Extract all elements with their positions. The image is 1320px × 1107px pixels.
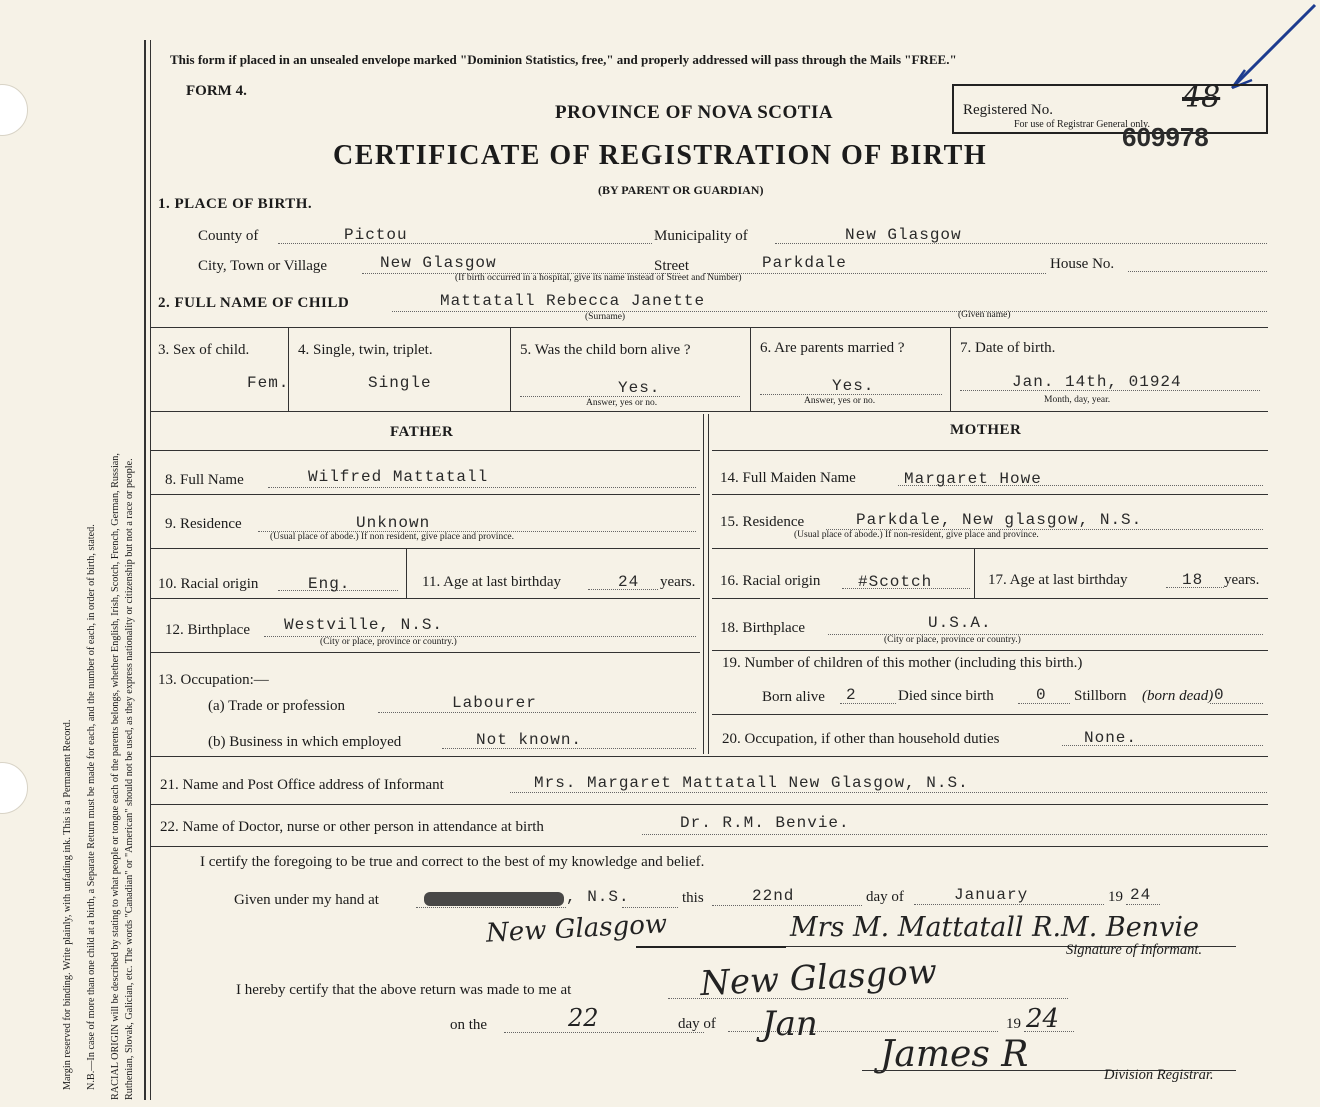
return-day: 22 [568,1004,599,1032]
given-year-prefix: 19 [1108,889,1123,905]
father-trade-label: (a) Trade or profession [208,698,346,714]
father-residence-label: 9. Residence [165,516,242,532]
plurality-label: 4. Single, twin, triplet. [298,342,433,358]
mother-residence-label: 15. Residence [720,514,805,530]
born-alive-count-label: Born alive [762,689,825,705]
child-name-value: Mattatall Rebecca Janette [440,292,706,310]
died-since-birth-value: 0 [1036,686,1047,704]
punch-hole-top [0,84,28,136]
city-label: City, Town or Village [198,258,328,274]
father-heading: FATHER [390,424,454,440]
registered-struck-number: 48 [1182,80,1221,115]
certificate-subtitle: (BY PARENT OR GUARDIAN) [598,183,764,197]
margin-rule-inner [150,40,151,1100]
informant-signature: Mrs M. Mattatall R.M. Benvie [790,912,1199,943]
return-place-handwriting: New Glasgow [699,951,938,1005]
born-alive-count-value: 2 [846,686,857,704]
stillborn-label: Stillborn [1074,688,1127,704]
mail-notice: This form if placed in an unsealed envelope marked "Dominion Statistics, free," and properly addressed will pass through the Mails "FREE." [170,52,957,67]
given-day: 22nd [752,887,795,905]
plurality-value: Single [368,374,432,392]
return-year: 24 [1026,1004,1060,1034]
mother-heading: MOTHER [950,422,1022,438]
hospital-note: (If birth occurred in a hospital, give its name instead of Street and Number) [455,273,742,283]
mother-racial-label: 16. Racial origin [720,573,821,589]
born-alive-note: Answer, yes or no. [586,398,658,408]
street-label: Street [654,258,689,274]
parents-married-value: Yes. [832,377,875,395]
registrar-signature: James R [880,1034,1029,1075]
pen-mark-icon [1210,0,1320,95]
mother-racial-value: #Scotch [858,573,933,591]
child-name-label: 2. FULL NAME OF CHILD [158,295,350,311]
margin-note-1: Margin reserved for binding. Write plainly, with unfading ink. This is a Permanent Record. [62,719,73,1090]
given-this: this [682,890,704,906]
born-alive-value: Yes. [618,379,661,397]
given-under-hand-label: Given under my hand at [234,892,379,908]
margin-note-4: Ruthenian, Slovak, Galician, etc. The words "Canadian" or "American" should not be used, as they express nationality or citizenship but not a race or people. [124,458,135,1100]
born-alive-label: 5. Was the child born alive ? [520,342,691,358]
father-age-label: 11. Age at last birthday [422,574,561,590]
stillborn-value: 0 [1214,686,1225,704]
mother-occupation-label: 20. Occupation, if other than household duties [722,731,1000,747]
mother-birthplace-label: 18. Birthplace [720,620,805,636]
mother-age-value: 18 [1182,571,1204,589]
given-name-note: (Given name) [958,310,1011,320]
given-ns: , N.S. [566,888,630,906]
father-occupation-label: 13. Occupation:— [158,672,269,688]
house-number-label: House No. [1050,256,1115,272]
mother-age-years: years. [1224,572,1260,588]
father-age-years: years. [660,574,696,590]
mother-age-label: 17. Age at last birthday [988,572,1128,588]
father-business-label: (b) Business in which employed [208,734,402,750]
county-label: County of [198,228,259,244]
date-of-birth-value: Jan. 14th, 01924 [1012,373,1182,391]
county-value: Pictou [344,226,408,244]
died-since-birth-label: Died since birth [898,688,994,704]
margin-note-3: RACIAL ORIGIN will be described by stating to what people or tongue each of the parents belongs, whether English, Irish, Scotch, French, German, Russian, [110,453,121,1100]
province-heading: PROVINCE OF NOVA SCOTIA [555,102,834,123]
informant-label: 21. Name and Post Office address of Informant [160,777,444,793]
informant-value: Mrs. Margaret Mattatall New Glasgow, N.S. [534,774,969,792]
mother-residence-value: Parkdale, New glasgow, N.S. [856,511,1143,529]
given-day-of: day of [866,889,904,905]
father-residence-note: (Usual place of abode.) If non resident, give place and province. [270,532,514,542]
mother-name-label: 14. Full Maiden Name [720,470,856,486]
certificate-title: CERTIFICATE OF REGISTRATION OF BIRTH [333,140,988,171]
mother-residence-note: (Usual place of abode.) If non-resident, give place and province. [794,530,1039,540]
sex-value: Fem. [247,374,290,392]
city-value: New Glasgow [380,254,497,272]
father-birthplace-note: (City or place, province or country.) [320,637,457,647]
father-birthplace-label: 12. Birthplace [165,622,250,638]
return-label: I hereby certify that the above return was made to me at [236,982,572,998]
father-racial-value: Eng. [308,575,351,593]
doctor-label: 22. Name of Doctor, nurse or other person in attendance at birth [160,819,544,835]
father-trade-value: Labourer [452,694,537,712]
form-number: FORM 4. [186,83,247,99]
registered-number: 609978 [1122,122,1209,152]
father-name-label: 8. Full Name [165,472,244,488]
doctor-value: Dr. R.M. Benvie. [680,814,850,832]
date-of-birth-note: Month, day, year. [1044,395,1111,405]
mother-birthplace-note: (City or place, province or country.) [884,635,1021,645]
municipality-value: New Glasgow [845,226,962,244]
return-on-the: on the [450,1017,488,1033]
return-year-prefix: 19 [1006,1016,1021,1032]
mother-occupation-value: None. [1084,729,1138,747]
given-month: January [954,886,1029,904]
given-year: 24 [1130,886,1152,904]
place-of-birth-heading: 1. PLACE OF BIRTH. [158,196,313,212]
surname-note: (Surname) [585,312,626,322]
margin-rule [144,40,146,1100]
parents-married-note: Answer, yes or no. [804,396,876,406]
father-age-value: 24 [618,573,640,591]
struck-place-scribble [424,892,564,906]
mother-birthplace-value: U.S.A. [928,614,992,632]
margin-note-2: N.B.—In case of more than one child at a birth, a Separate Return must be made for each, and the number of each, in order of birth, stated. [86,524,97,1090]
punch-hole-bottom [0,762,28,814]
father-birthplace-value: Westville, N.S. [284,616,444,634]
registered-number-box [952,80,1268,134]
mother-name-value: Margaret Howe [904,470,1042,488]
father-residence-value: Unknown [356,514,431,532]
parents-married-label: 6. Are parents married ? [760,340,905,356]
father-business-value: Not known. [476,731,583,749]
father-name-value: Wilfred Mattatall [308,468,489,486]
return-day-of: day of [678,1016,716,1032]
return-month: Jan [762,1004,818,1044]
municipality-label: Municipality of [654,228,748,244]
place-handwriting: New Glasgow [485,909,668,949]
date-of-birth-label: 7. Date of birth. [960,340,1056,356]
informant-signature-caption: Signature of Informant. [1066,942,1203,958]
certification-statement: I certify the foregoing to be true and correct to the best of my knowledge and belief. [200,854,705,870]
sex-label: 3. Sex of child. [158,342,250,358]
mother-children-label: 19. Number of children of this mother (including this birth.) [722,655,1083,671]
street-value: Parkdale [762,254,847,272]
registrar-caption: Division Registrar. [1104,1067,1214,1083]
stillborn-note: (born dead) [1142,688,1214,704]
registrar-use-note: For use of Registrar General only. [1014,119,1150,130]
registered-label: Registered No. [963,102,1053,118]
father-racial-label: 10. Racial origin [158,576,259,592]
